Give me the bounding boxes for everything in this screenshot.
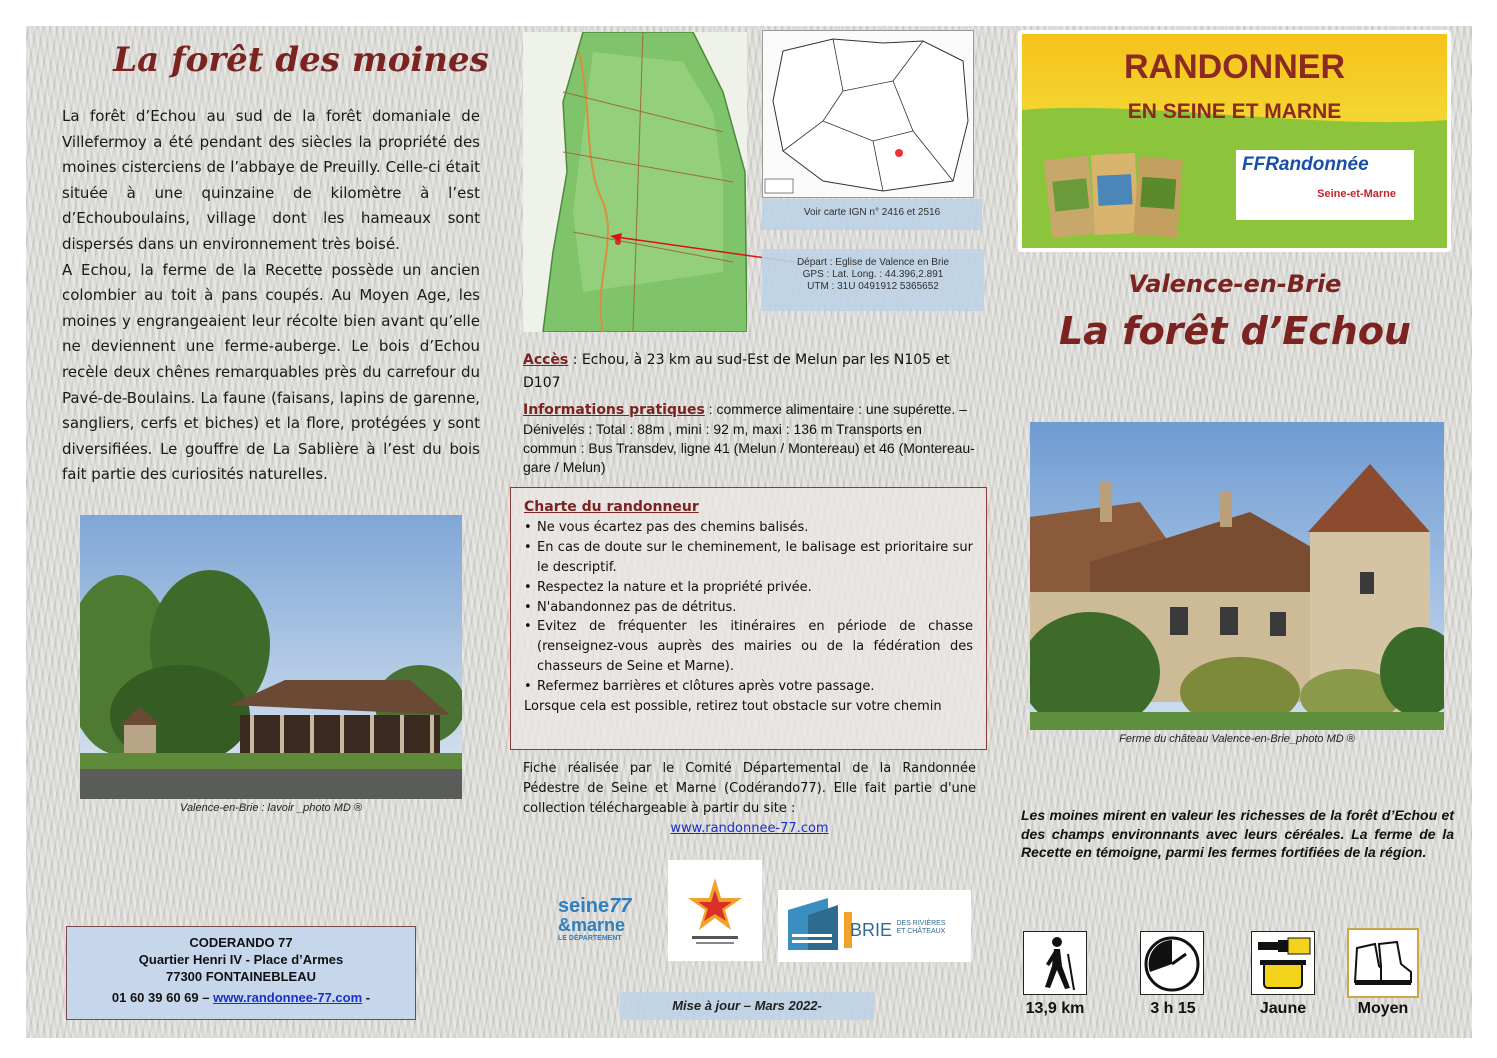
seine-logo-77: 77 <box>609 895 632 917</box>
left-title: La forêt des moines <box>113 40 489 80</box>
departement-logo-text: LE DÉPARTEMENT <box>558 935 622 942</box>
chateau-farm-photo-caption: Ferme du château Valence-en-Brie_photo MD ® <box>1119 733 1355 745</box>
left-paragraph-1: La forêt d’Echou au sud de la forêt domaniale de Villefermoy a été pendant des siècles la propriété des moines cisterciens de l’abbaye de Preuilly. Celle-ci était située à une quinzaine de kilomètre à l’est d’Echouboulains, village dont les hameaux sont dispersés dans un environnement très boisé. <box>62 107 480 253</box>
contact-trail: - <box>365 990 371 1005</box>
charter-item: • Refermez barrières et clôtures après votre passage. <box>524 677 973 697</box>
region-map <box>523 32 747 332</box>
ign-map-label: Voir carte IGN n° 2416 et 2516 <box>803 207 941 218</box>
boots-icon <box>1347 928 1419 998</box>
gps-coordinates: GPS : Lat. Long. : 44.396,2.891 <box>802 269 944 280</box>
color-label: Jaune <box>1259 1000 1307 1017</box>
brie-logo <box>778 890 971 962</box>
update-date: Mise à jour – Mars 2022- <box>620 992 874 1020</box>
charter-item: • Ne vous écartez pas des chemins balisés. <box>524 518 973 538</box>
charter-footer: Lorsque cela est possible, retirez tout obstacle sur votre chemin <box>524 699 942 715</box>
contact-box <box>66 926 416 1020</box>
charter-item: • En cas de doute sur le cheminement, le balisage est prioritaire sur le descriptif. <box>524 538 973 578</box>
distance-label: 13,9 km <box>1025 1000 1085 1017</box>
paintbrush-icon <box>1251 931 1315 995</box>
charter-item: • Evitez de fréquenter les itinéraires en période de chasse (renseignez-vous auprès des mairies ou de la fédération des chasseurs de Seine et Marne). <box>524 617 973 677</box>
contact-phone: 01 60 39 60 69 – <box>111 990 210 1005</box>
location-subtitle: Valence-en-Brie <box>1128 270 1342 298</box>
departure-text: Départ : Eglise de Valence en Brie <box>796 257 950 268</box>
brie-logo-word: BRIE <box>850 920 893 940</box>
brie-logo-sub-2: ET CHÂTEAUX <box>896 928 946 935</box>
lavoir-photo-caption: Valence-en-Brie : lavoir _photo MD ® <box>180 802 362 814</box>
ign-map-box <box>762 199 982 230</box>
clock-icon <box>1140 931 1204 995</box>
charter-item: • N'abandonnez pas de détritus. <box>524 598 973 618</box>
charter-box <box>510 487 987 750</box>
ffrandonnee-logo-text: FFRandonnée <box>1242 154 1369 175</box>
brie-logo-text <box>850 920 945 941</box>
seine-logo-text: seine <box>558 895 610 917</box>
attractivite-logo <box>668 860 762 961</box>
hiker-icon <box>1023 931 1087 995</box>
difficulty-label: Moyen <box>1357 1000 1409 1017</box>
brochure-page <box>26 26 1472 1038</box>
fiche-section <box>523 759 976 839</box>
lavoir-photo <box>80 515 462 799</box>
marne-logo-text: &marne <box>558 915 626 935</box>
moines-text: Les moines mirent en valeur les richesses de la forêt d’Echou et des champs environnants avec leurs céréales. La ferme de la Recette en témoigne, parmi les fermes fortifiées de la région. <box>1021 807 1454 860</box>
fiche-website-link[interactable]: www.randonnee-77.com <box>670 820 829 836</box>
left-text <box>62 104 480 488</box>
chateau-farm-photo <box>1030 422 1444 730</box>
banner-title: RANDONNER <box>1124 48 1345 86</box>
contact-name: CODERANDO 77 <box>189 935 293 950</box>
brie-logo-sub-1: DES RIVIÈRES <box>896 920 946 927</box>
charter-item: • Respectez la nature et la propriété privée. <box>524 578 973 598</box>
access-section <box>523 349 973 395</box>
departure-box <box>762 249 984 311</box>
fiche-text: Fiche réalisée par le Comité Départemental de la Randonnée Pédestre de Seine et Marne (Codérando77). Elle fait partie d'une collection téléchargeable à partir du site : <box>523 761 976 816</box>
main-title: La forêt d’Echou <box>1059 309 1411 353</box>
left-paragraph-2: A Echou, la ferme de la Recette possède un ancien colombier au toit à pans coupés. Au Moyen Age, les moines y engrangeaient leur récolte bien avant qu’elle ne deviennent une ferme-auberge. Le bois d’Echou recèle deux chênes remarquables près du carrefour du Pavé-de-Boulains. La faune (faisans, lapins de garenne, sangliers, cerfs et biches) et la flore, protégées y sont diversifiées. Le gouffre de La Sablière à l’est du bois fait partie des curiosités naturelles. <box>62 260 480 484</box>
charter-list <box>524 518 973 697</box>
utm-coordinates: UTM : 31U 0491912 5365652 <box>807 281 939 292</box>
contact-phone-line <box>67 989 415 1006</box>
france-inset-map <box>762 30 974 198</box>
seine-et-marne-logo <box>558 896 658 966</box>
infos-section <box>523 400 978 477</box>
charter-title: Charte du randonneur <box>524 499 699 515</box>
banner-subtitle: EN SEINE ET MARNE <box>1127 100 1342 123</box>
duration-label: 3 h 15 <box>1150 1000 1196 1017</box>
infos-label: Informations pratiques <box>523 402 705 418</box>
access-text: : Echou, à 23 km au sud-Est de Melun par les N105 et D107 <box>523 352 950 391</box>
ffrandonnee-logo <box>1242 154 1412 214</box>
access-label: Accès <box>523 352 569 368</box>
contact-website-link[interactable]: www.randonnee-77.com <box>213 990 363 1005</box>
contact-address-2: 77300 FONTAINEBLEAU <box>165 969 316 984</box>
randonner-banner <box>1018 30 1451 252</box>
contact-address-1: Quartier Henri IV - Place d’Armes <box>138 952 344 967</box>
ffrandonnee-logo-sub: Seine-et-Marne <box>1317 188 1396 200</box>
infos-text: : commerce alimentaire : une supérette. – Dénivelés : Total : 88m , mini : 92 m, maxi : 136 m Transports en commun : Bus Transdev, ligne 41 (Melun / Montereau) et 46 (Montereau-gare / Melun) <box>523 401 975 475</box>
